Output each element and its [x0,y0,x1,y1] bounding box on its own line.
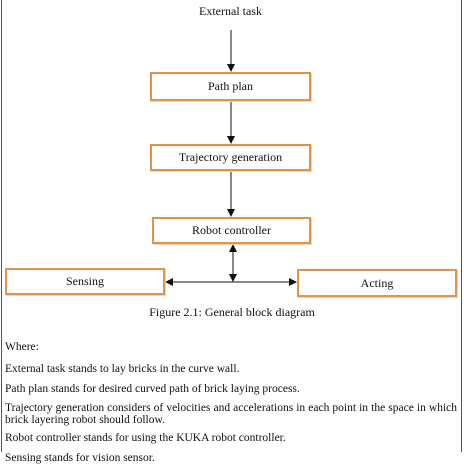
sensing-box [5,268,165,295]
notes-line: Path plan stands for desired curved path of brick laying process. [5,382,300,395]
path-plan-label: Path plan [208,79,253,93]
robot-controller-label: Robot controller [192,223,271,237]
external-task-label: External task [199,4,262,18]
path-plan-box [150,72,311,101]
trajectory-generation-label: Trajectory generation [178,150,283,164]
notes-section [5,340,457,471]
trajectory-generation-box [150,144,311,171]
robot-controller-box [152,217,311,244]
notes-where-heading: Where: [5,341,39,353]
notes-line: Trajectory generation considers of velocities and accelerations in each point in the space in which brick layering robot should follow. [5,401,457,426]
figure-caption: Figure 2.1: General block diagram [149,305,315,319]
sensing-label: Sensing [65,274,104,288]
notes-line: External task stands to lay bricks in the curve wall. [5,362,240,375]
notes-line: Robot controller stands for using the KUKA robot controller. [5,431,286,444]
acting-box [297,269,457,297]
notes-line: Sensing stands for vision sensor. [5,451,155,464]
acting-label: Acting [360,275,394,290]
